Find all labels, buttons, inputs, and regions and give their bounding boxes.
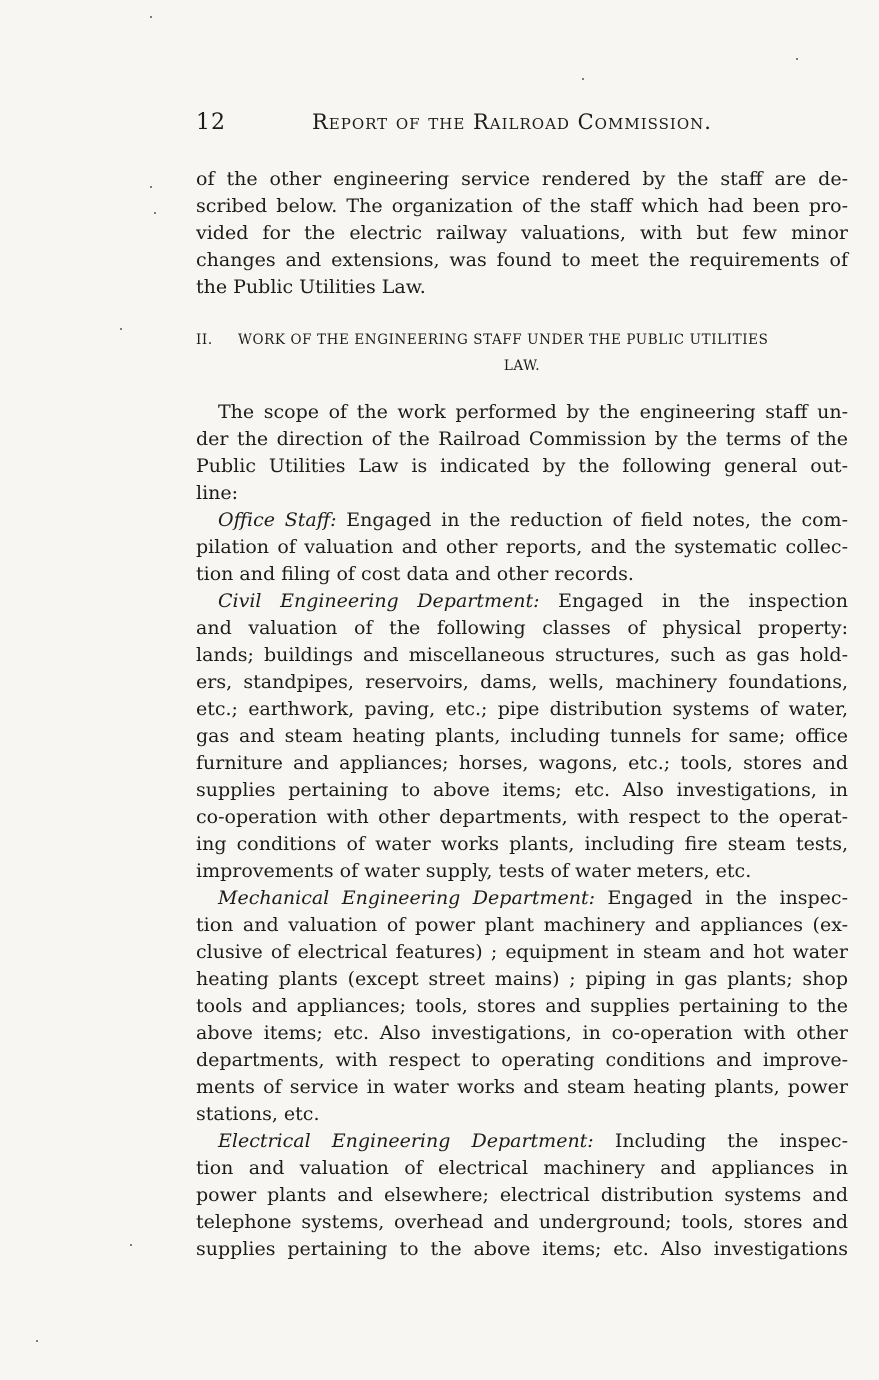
civil-engineering-label: Civil Engineering Department: xyxy=(218,590,540,612)
text-line: power plants and elsewhere; electrical distribution systems and xyxy=(196,1184,848,1206)
text-line: tools and appliances; tools, stores and supplies pertaining to the xyxy=(196,995,848,1017)
text-line: changes and extensions, was found to meet the requirements of xyxy=(196,249,848,271)
text-line: above items; etc. Also investigations, in co-operation with other xyxy=(196,1022,848,1044)
text-line: ers, standpipes, reservoirs, dams, wells, machinery foundations, xyxy=(196,671,848,693)
section-title-continued: LAW. xyxy=(503,358,541,374)
text-line: Civil Engineering Department: Engaged in the inspection xyxy=(218,590,848,612)
text-line: of the other engineering service rendered by the staff are de- xyxy=(196,168,848,190)
text-line: departments, with respect to operating conditions and improve- xyxy=(196,1049,848,1071)
intro-paragraph xyxy=(196,166,848,301)
section-heading xyxy=(196,327,848,379)
text-line: and valuation of the following classes of physical property: xyxy=(196,617,848,639)
text-line: scribed below. The organization of the staff which had been pro- xyxy=(196,195,848,217)
mechanical-engineering-paragraph xyxy=(196,885,848,1128)
running-head: Report of the Railroad Commission. xyxy=(312,110,712,134)
paper-speck xyxy=(796,58,798,60)
paper-speck xyxy=(130,1244,132,1246)
text-line: heating plants (except street mains) ; piping in gas plants; shop xyxy=(196,968,848,990)
mechanical-engineering-label: Mechanical Engineering Department: xyxy=(218,887,596,909)
text-line: etc.; earthwork, paving, etc.; pipe distribution systems of water, xyxy=(196,698,848,720)
paper-speck xyxy=(120,328,122,330)
text-line: Electrical Engineering Department: Including the inspec- xyxy=(218,1130,848,1152)
text-line: improvements of water supply, tests of water meters, etc. xyxy=(196,860,752,882)
text-line: der the direction of the Railroad Commission by the terms of the xyxy=(196,428,848,450)
electrical-engineering-paragraph xyxy=(196,1128,848,1263)
text-line: The scope of the work performed by the engineering staff un- xyxy=(218,401,848,423)
paper-speck xyxy=(150,16,152,18)
page-number: 12 xyxy=(196,110,226,135)
text-line: ing conditions of water works plants, including fire steam tests, xyxy=(196,833,848,855)
page-header xyxy=(196,110,846,144)
civil-engineering-paragraph xyxy=(196,588,848,885)
text-line: tion and filing of cost data and other records. xyxy=(196,563,634,585)
text-line: tion and valuation of power plant machinery and appliances (ex- xyxy=(196,914,848,936)
section-number: II. xyxy=(196,332,213,348)
text-line: supplies pertaining to the above items; etc. Also investigations xyxy=(196,1238,848,1260)
text-line: line: xyxy=(196,482,239,504)
text-line: furniture and appliances; horses, wagons, etc.; tools, stores and xyxy=(196,752,848,774)
text-line: co-operation with other departments, with respect to the operat- xyxy=(196,806,848,828)
electrical-engineering-label: Electrical Engineering Department: xyxy=(218,1130,594,1152)
scope-paragraph xyxy=(196,399,848,507)
paper-speck xyxy=(36,1340,38,1342)
paper-speck xyxy=(150,186,152,188)
paper-speck xyxy=(582,78,584,80)
text-line: the Public Utilities Law. xyxy=(196,276,426,298)
text-line: stations, etc. xyxy=(196,1103,320,1125)
text-line: lands; buildings and miscellaneous structures, such as gas hold- xyxy=(196,644,848,666)
office-staff-paragraph xyxy=(196,507,848,588)
section-title: WORK OF THE ENGINEERING STAFF UNDER THE PUBLIC UTILITIES xyxy=(238,332,769,348)
text-line: clusive of electrical features) ; equipment in steam and hot water xyxy=(196,941,848,963)
text-line: pilation of valuation and other reports, and the systematic collec- xyxy=(196,536,848,558)
text-line: supplies pertaining to above items; etc. Also investigations, in xyxy=(196,779,848,801)
text-line: vided for the electric railway valuations, with but few minor xyxy=(196,222,848,244)
text-line: Public Utilities Law is indicated by the following general out- xyxy=(196,455,848,477)
text-line: tion and valuation of electrical machinery and appliances in xyxy=(196,1157,848,1179)
body-text xyxy=(196,166,848,1263)
text-line: Office Staff: Engaged in the reduction of field notes, the com- xyxy=(218,509,848,531)
office-staff-label: Office Staff: xyxy=(218,509,337,531)
text-line: Mechanical Engineering Department: Engaged in the inspec- xyxy=(218,887,848,909)
text-line: telephone systems, overhead and underground; tools, stores and xyxy=(196,1211,848,1233)
text-line: ments of service in water works and steam heating plants, power xyxy=(196,1076,848,1098)
text-line: gas and steam heating plants, including tunnels for same; office xyxy=(196,725,848,747)
paper-speck xyxy=(154,212,156,214)
